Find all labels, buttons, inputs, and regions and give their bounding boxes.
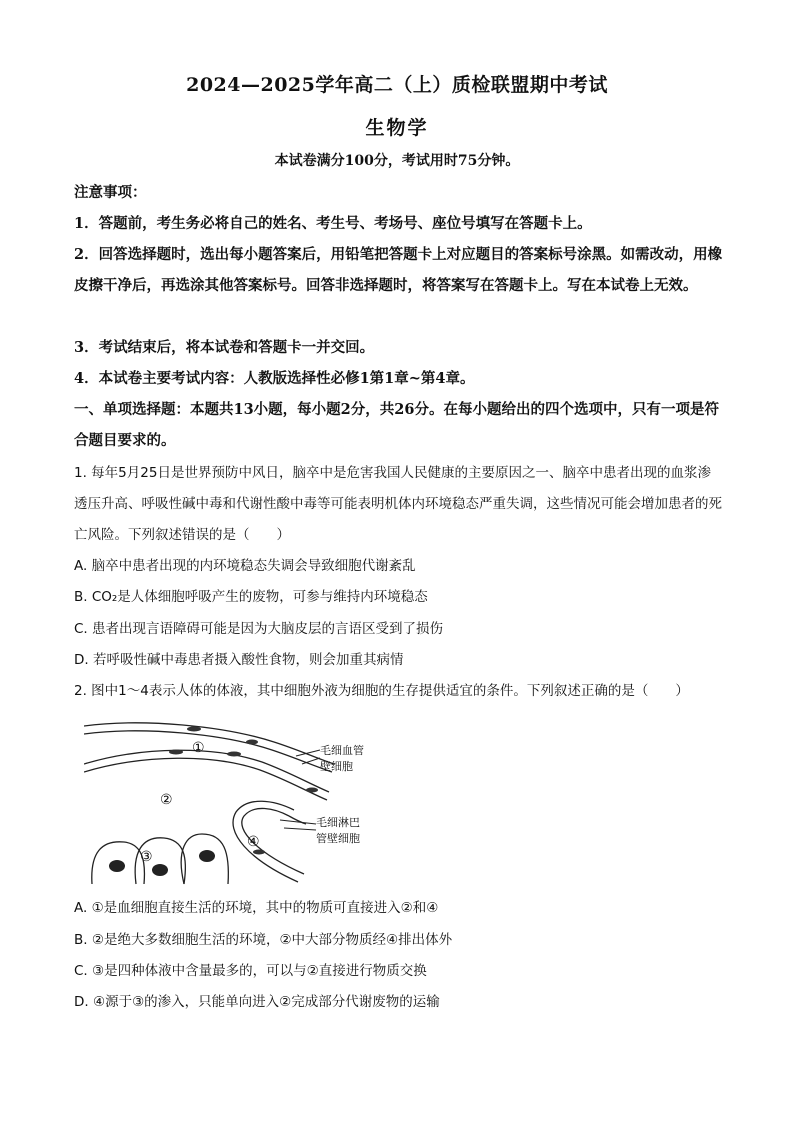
option-d: D. ④源于③的渗入，只能单向进入②完成部分代谢废物的运输 (74, 994, 440, 1010)
nucleus (199, 850, 215, 862)
label-4: ④ (247, 834, 260, 850)
notice-item: 4．本试卷主要考试内容：人教版选择性必修1第1章~第4章。 (74, 370, 475, 387)
notice-item: 2．回答选择题时，选出每小题答案后，用铅笔把答题卡上对应题目的答案标号涂黑。如需改动，用橡皮擦干净后，再选涂其他答案标号。回答非选择题时，将答案写在答题卡上。写在本试卷上无效。 (74, 246, 723, 294)
label-3: ③ (140, 849, 153, 865)
lymph-label: 毛细淋巴 (316, 816, 360, 829)
exam-title: 2024—2025学年高二（上）质检联盟期中考试 (186, 74, 608, 96)
capillary-wall-outer (84, 723, 334, 764)
label-2: ② (160, 792, 173, 808)
nucleus (152, 864, 168, 876)
option-c: C. 患者出现言语障碍可能是因为大脑皮层的言语区受到了损伤 (74, 621, 444, 637)
capillary-label: 壁细胞 (320, 760, 353, 773)
nucleus (109, 860, 125, 872)
option-b: B. CO₂是人体细胞呼吸产生的废物，可参与维持内环境稳态 (74, 589, 428, 605)
capillary-wall-inner (84, 750, 329, 792)
section-heading: 一、单项选择题：本题共13小题，每小题2分，共26分。在每小题给出的四个选项中，只有一项是符合题目要求的。 (74, 401, 719, 449)
notice-item: 3．考试结束后，将本试卷和答题卡一并交回。 (74, 339, 375, 356)
lymph-label: 管壁细胞 (316, 832, 360, 845)
body-fluid-diagram (84, 712, 394, 890)
option-c: C. ③是四种体液中含量最多的，可以与②直接进行物质交换 (74, 963, 427, 979)
option-a: A. ①是血细胞直接生活的环境，其中的物质可直接进入②和④ (74, 900, 439, 916)
option-d: D. 若呼吸性碱中毒患者摄入酸性食物，则会加重其病情 (74, 652, 404, 668)
exam-info: 本试卷满分100分，考试用时75分钟。 (274, 153, 520, 169)
option-b: B. ②是绝大多数细胞生活的环境，②中大部分物质经④排出体外 (74, 932, 453, 948)
subject-title: 生物学 (365, 117, 429, 139)
notice-item: 1．答题前，考生务必将自己的姓名、考生号、考场号、座位号填写在答题卡上。 (74, 215, 592, 232)
label-1: ① (192, 740, 205, 756)
question-stem: 1. 每年5月25日是世界预防中风日，脑卒中是危害我国人民健康的主要原因之一、脑卒中患者出现的血浆渗透压升高、呼吸性碱中毒和代谢性酸中毒等可能表明机体内环境稳态严重失调，这些情况可能会增加患者的死亡风险。下列叙述错误的是（ ） (74, 465, 722, 543)
question-stem: 2. 图中1～4表示人体的体液，其中细胞外液为细胞的生存提供适宜的条件。下列叙述正确的是（ ） (74, 683, 689, 699)
capillary-label: 毛细血管 (320, 744, 364, 757)
notice-heading: 注意事项： (74, 184, 147, 201)
option-a: A. 脑卒中患者出现的内环境稳态失调会导致细胞代谢紊乱 (74, 558, 416, 574)
